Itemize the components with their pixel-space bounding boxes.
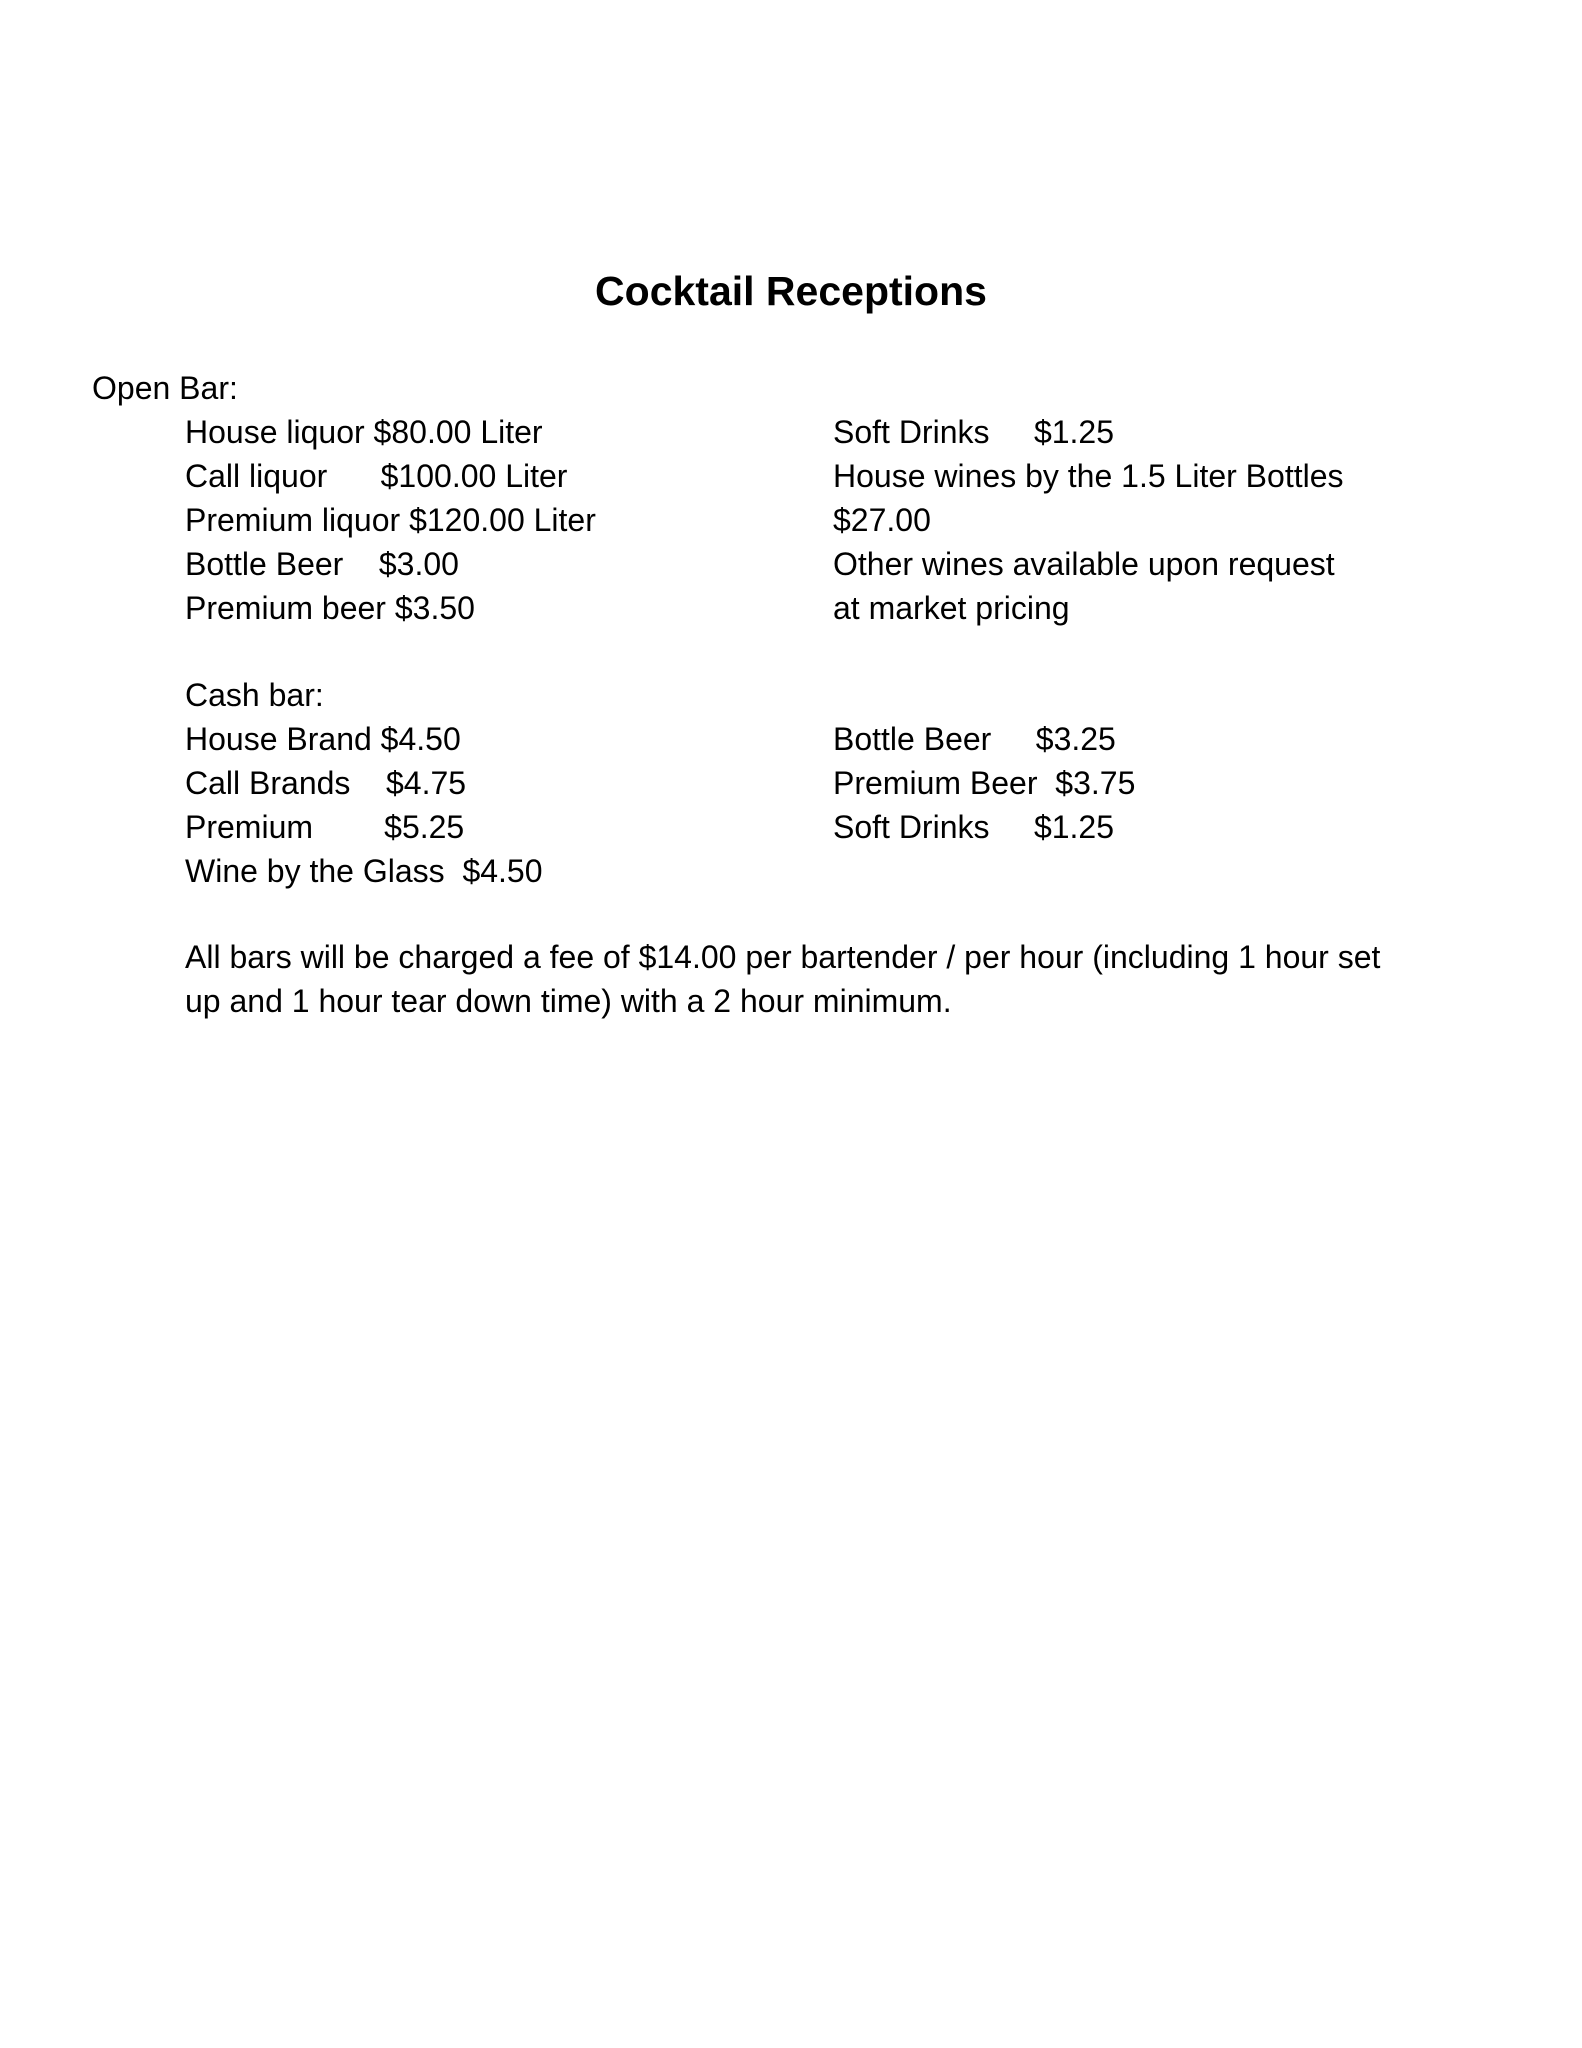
open-bar-left-item: Premium liquor $120.00 Liter [185, 502, 596, 538]
cash-bar-left-item: Premium $5.25 [185, 809, 465, 845]
cash-bar-right-item: Bottle Beer $3.25 [833, 721, 1116, 757]
bartender-fee-note: All bars will be charged a fee of $14.00 per bartender / per hour (including 1 hour set up and 1 hour tear down time) with a 2 hour minimum. [185, 939, 1381, 1019]
open-bar-left-item: Bottle Beer $3.00 [185, 546, 459, 582]
cash-bar-left-item: House Brand $4.50 [185, 721, 461, 757]
open-bar-right-item: Other wines available upon request [833, 546, 1335, 582]
cash-bar-right-item: Soft Drinks $1.25 [833, 809, 1115, 845]
cash-bar-right-item: Premium Beer $3.75 [833, 765, 1136, 801]
cash-bar-heading: Cash bar: [185, 677, 324, 713]
open-bar-heading: Open Bar: [92, 370, 238, 406]
open-bar-right-item: at market pricing [833, 590, 1070, 626]
page-title: Cocktail Receptions [595, 268, 987, 314]
open-bar-right-item: $27.00 [833, 502, 931, 538]
open-bar-left-item: Premium beer $3.50 [185, 590, 475, 626]
open-bar-right-item: Soft Drinks $1.25 [833, 414, 1115, 450]
open-bar-left-item: House liquor $80.00 Liter [185, 414, 543, 450]
open-bar-right-item: House wines by the 1.5 Liter Bottles [833, 458, 1344, 494]
cash-bar-left-item: Call Brands $4.75 [185, 765, 467, 801]
cash-bar-left-item: Wine by the Glass $4.50 [185, 853, 543, 889]
open-bar-left-item: Call liquor $100.00 Liter [185, 458, 568, 494]
